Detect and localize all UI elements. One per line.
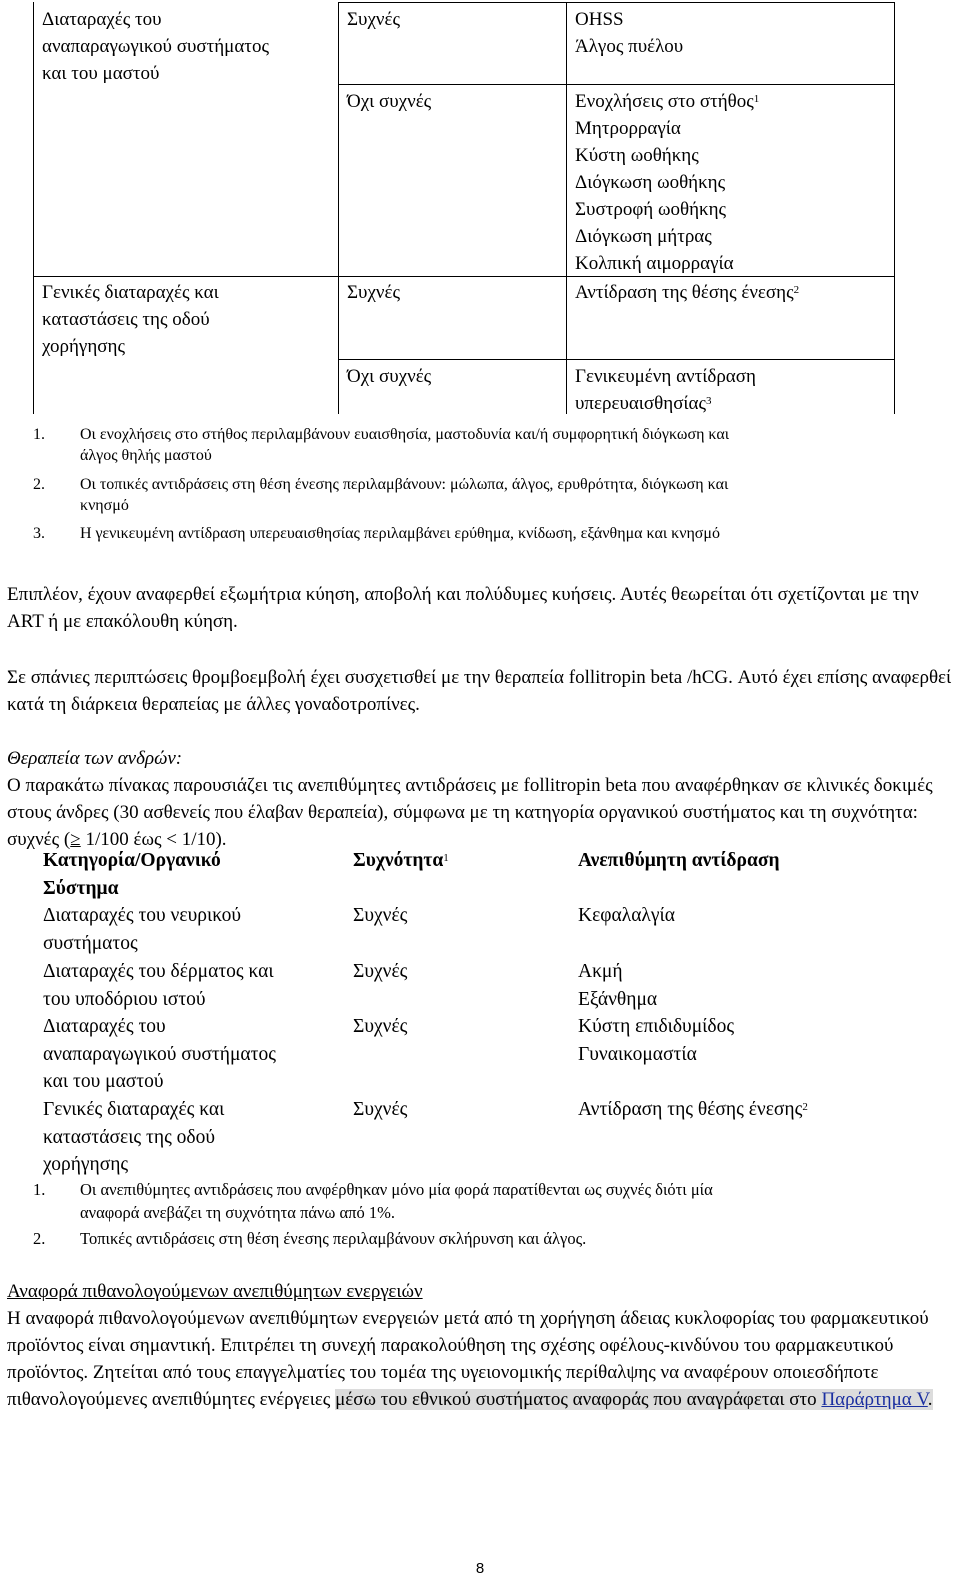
table-border xyxy=(33,2,34,414)
highlighted-text: μέσω του εθνικού συστήματος αναφοράς που αναγράφεται στο Παράρτημα V. xyxy=(335,1389,933,1410)
table-header-category: Κατηγορία/Οργανικό Σύστημα xyxy=(43,850,221,899)
table-border xyxy=(894,2,895,414)
table-footnote: 2. Οι τοπικές αντιδράσεις στη θέση ένεσης περιλαμβάνουν: μώλωπα, άλγος, ερυθρότητα, διόγκωση και κνησμό xyxy=(33,476,729,514)
paragraph-thromboembolism: Σε σπάνιες περιπτώσεις θρομβοεμβολή έχει συσχετισθεί με την θεραπεία follitropin beta /hCG. Αυτό έχει επίσης αναφερθεί κατά τη διάρκεια θεραπείας με άλλες γοναδοτροπίνες. xyxy=(7,667,952,715)
table-border xyxy=(338,2,895,3)
table-frequency: Συχνές xyxy=(353,1099,408,1120)
table-frequency: Όχι συχνές xyxy=(347,366,432,387)
table-frequency: Όχι συχνές xyxy=(347,91,432,112)
annex-v-link[interactable]: Παράρτημα V xyxy=(821,1389,928,1410)
reporting-text: Η αναφορά πιθανολογούμενων ανεπιθύμητων ενεργειών μετά από τη χορήγηση άδειας κυκλοφορίας του φαρμακευτικού προϊόντος είναι σημαντική. Επιτρέπει τη συνεχή παρακολούθηση της σχέσης οφέλους-κινδύνου του φαρμακευτικού προϊόντος. Ζητείται από τους επαγγελματίες του τομέα της υγειονομικής περίθαλψης να αναφέρουν οποιεσδήποτε πιθανολογούμενες ανεπιθύμητες ενέργειες μέσω του εθνικού συστήματος αναφοράς που αναγράφεται στο Παράρτημα V. xyxy=(7,1308,933,1410)
table-reactions: Αντίδραση της θέσης ένεσης$^2$ xyxy=(578,1099,808,1120)
table-frequency: Συχνές xyxy=(347,282,400,303)
table-header-frequency: Συχνότητα$^1$ xyxy=(353,850,449,871)
table-frequency: Συχνές xyxy=(353,905,408,926)
table-frequency: Συχνές xyxy=(353,961,408,982)
table-reactions: Ακμή Εξάνθημα xyxy=(578,961,658,1010)
table-border xyxy=(33,276,895,277)
table-border xyxy=(566,2,567,414)
table-reactions: OHSS Άλγος πυέλου xyxy=(575,9,684,57)
table-footnote: 1. Οι ενοχλήσεις στο στήθος περιλαμβάνουν ευαισθησία, μαστοδυνία και/ή συμφορητική διόγκωση και άλγος θηλής μαστού xyxy=(33,426,730,464)
table-header-reaction: Ανεπιθύμητη αντίδραση xyxy=(578,850,780,871)
table-category: Διαταραχές του νευρικού συστήματος xyxy=(43,905,241,954)
table-reactions: Αντίδραση της θέσης ένεσης$^2$ xyxy=(575,282,800,303)
table-reactions: Κύστη επιδιδυμίδος Γυναικομαστία xyxy=(578,1016,735,1065)
table-frequency: Συχνές xyxy=(347,9,400,30)
table-category: Γενικές διαταραχές και καταστάσεις της οδού χορήγησης xyxy=(43,1099,225,1175)
paragraph-ectopic: Επιπλέον, έχουν αναφερθεί εξωμήτρια κύηση, αποβολή και πολύδυμες κυήσεις. Αυτές θεωρείται ότι σχετίζονται με την ART ή με επακόλουθη κύηση. xyxy=(7,584,919,632)
table-frequency: Συχνές xyxy=(353,1016,408,1037)
table-footnote: 1. Οι ανεπιθύμητες αντιδράσεις που ανφέρθηκαν μόνο μία φορά παρατίθενται ως συχνές διότι μία αναφορά ανεβάζει τη συχνότητα πάνω από 1%. xyxy=(33,1180,713,1222)
table-reactions: Ενοχλήσεις στο στήθος$^1$ Μητρορραγία Κύστη ωοθήκης Διόγκωση ωοθήκης Συστροφή ωοθήκης Διόγκωση μήτρας Κολπική αιμορραγία xyxy=(575,91,760,274)
reporting-heading: Αναφορά πιθανολογούμενων ανεπιθύμητων ενεργειών xyxy=(7,1281,423,1302)
table-footnote: 3. Η γενικευμένη αντίδραση υπερευαισθησίας περιλαμβάνει ερύθημα, κνίδωση, εξάνθημα και κνησμό xyxy=(33,525,721,542)
table-border xyxy=(338,84,895,85)
table-reactions: Γενικευμένη αντίδραση υπερευαισθησίας$^3$ xyxy=(575,366,756,414)
page-number: 8 xyxy=(475,1560,485,1577)
men-treatment-intro: Ο παρακάτω πίνακας παρουσιάζει τις ανεπιθύμητες αντιδράσεις με follitropin beta που αναφέρθηκαν σε κλινικές δοκιμές στους άνδρες (30 ασθενείς που έλαβαν θεραπεία), σύμφωνα με τη κατηγορία οργανικού συστήματος και τη συχνότητα: συχνές (≥ 1/100 έως < 1/10). xyxy=(7,775,933,850)
table-reactions: Κεφαλαλγία xyxy=(578,905,675,926)
adverse-reactions-table-women xyxy=(33,2,895,422)
table-footnote: 2. Τοπικές αντιδράσεις στη θέση ένεσης περιλαμβάνουν σκλήρυνση και άλγος. xyxy=(33,1229,587,1248)
table-category: Διαταραχές του αναπαραγωγικού συστήματος και του μαστού xyxy=(43,1016,276,1092)
table-border xyxy=(338,2,339,414)
table-category: Γενικές διαταραχές και καταστάσεις της οδού χορήγησης xyxy=(42,282,219,357)
table-category: Διαταραχές του αναπαραγωγικού συστήματος και του μαστού xyxy=(42,9,269,84)
table-border xyxy=(338,359,895,360)
men-treatment-heading: Θεραπεία των ανδρών: xyxy=(7,748,183,769)
table-category: Διαταραχές του δέρματος και του υποδόριου ιστού xyxy=(43,961,274,1010)
